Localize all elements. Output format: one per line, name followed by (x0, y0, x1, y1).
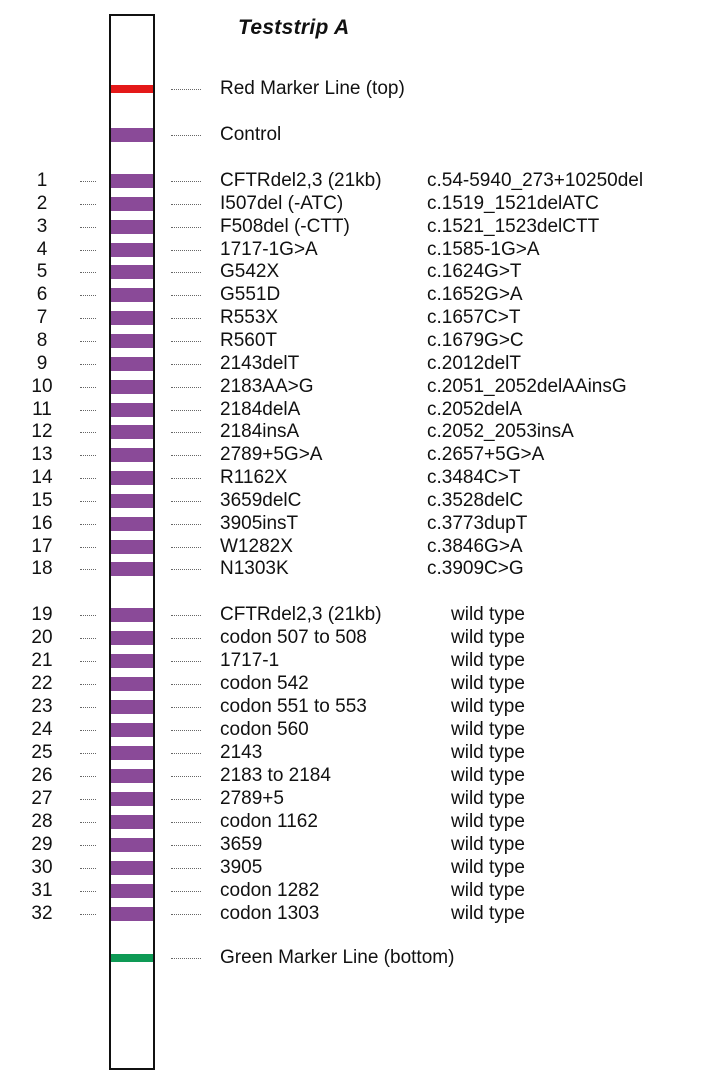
wildtype-region: codon 1303 (220, 903, 320, 924)
zone-left-dots (80, 822, 96, 823)
zone-left-dots (80, 914, 96, 915)
zone-left-dots (80, 730, 96, 731)
zone-number: 23 (31, 696, 53, 717)
mutation-name: I507del (-ATC) (220, 193, 344, 214)
zone-left-dots (80, 615, 96, 616)
zone-band-18 (111, 562, 153, 576)
zone-number: 28 (31, 811, 53, 832)
zone-number: 26 (31, 765, 53, 786)
zone-left-dots (80, 684, 96, 685)
mutation-hgvs: c.2052_2053insA (427, 421, 574, 442)
zone-band-10 (111, 380, 153, 394)
mutation-hgvs: c.1585-1G>A (427, 239, 540, 260)
zone-number: 18 (31, 558, 53, 579)
zone-right-dots (171, 799, 201, 800)
zone-number: 4 (36, 239, 48, 260)
mutation-hgvs: c.2051_2052delAAinsG (427, 376, 627, 397)
zone-left-dots (80, 272, 96, 273)
mutation-name: N1303K (220, 558, 289, 579)
zone-left-dots (80, 455, 96, 456)
green-marker-band (111, 954, 153, 962)
mutation-name: R560T (220, 330, 278, 351)
zone-right-dots (171, 547, 201, 548)
zone-right-dots (171, 776, 201, 777)
red-marker-band (111, 85, 153, 93)
zone-number: 30 (31, 857, 53, 878)
zone-left-dots (80, 364, 96, 365)
zone-right-dots (171, 204, 201, 205)
zone-left-dots (80, 707, 96, 708)
wildtype-status: wild type (451, 834, 525, 855)
zone-left-dots (80, 318, 96, 319)
zone-band-17 (111, 540, 153, 554)
zone-left-dots (80, 638, 96, 639)
zone-right-dots (171, 845, 201, 846)
zone-right-dots (171, 272, 201, 273)
zone-band-1 (111, 174, 153, 188)
zone-number: 27 (31, 788, 53, 809)
zone-number: 6 (36, 284, 48, 305)
control-dots (171, 135, 201, 136)
zone-band-27 (111, 792, 153, 806)
wildtype-status: wild type (451, 903, 525, 924)
wildtype-region: codon 551 to 553 (220, 696, 367, 717)
zone-band-7 (111, 311, 153, 325)
wildtype-status: wild type (451, 742, 525, 763)
wildtype-region: codon 542 (220, 673, 309, 694)
mutation-hgvs: c.3528delC (427, 490, 524, 511)
zone-right-dots (171, 501, 201, 502)
zone-right-dots (171, 615, 201, 616)
mutation-name: G551D (220, 284, 281, 305)
zone-number: 21 (31, 650, 53, 671)
zone-right-dots (171, 181, 201, 182)
zone-left-dots (80, 227, 96, 228)
zone-right-dots (171, 891, 201, 892)
wildtype-status: wild type (451, 857, 525, 878)
wildtype-region: 2183 to 2184 (220, 765, 331, 786)
zone-right-dots (171, 227, 201, 228)
zone-left-dots (80, 341, 96, 342)
mutation-name: G542X (220, 261, 280, 282)
wildtype-region: CFTRdel2,3 (21kb) (220, 604, 382, 625)
zone-band-8 (111, 334, 153, 348)
wildtype-status: wild type (451, 880, 525, 901)
zone-right-dots (171, 707, 201, 708)
zone-number: 32 (31, 903, 53, 924)
zone-band-23 (111, 700, 153, 714)
zone-left-dots (80, 569, 96, 570)
zone-left-dots (80, 547, 96, 548)
zone-band-2 (111, 197, 153, 211)
mutation-hgvs: c.2052delA (427, 399, 523, 420)
zone-band-16 (111, 517, 153, 531)
wildtype-region: 2789+5 (220, 788, 284, 809)
zone-right-dots (171, 661, 201, 662)
zone-band-28 (111, 815, 153, 829)
mutation-name: 2183AA>G (220, 376, 314, 397)
zone-band-21 (111, 654, 153, 668)
wildtype-region: 2143 (220, 742, 263, 763)
zone-number: 1 (36, 170, 48, 191)
zone-left-dots (80, 891, 96, 892)
mutation-name: R553X (220, 307, 279, 328)
red-marker-label: Red Marker Line (top) (220, 78, 405, 99)
control-label: Control (220, 124, 282, 145)
zone-right-dots (171, 364, 201, 365)
zone-band-4 (111, 243, 153, 257)
mutation-name: 3659delC (220, 490, 302, 511)
zone-right-dots (171, 455, 201, 456)
zone-band-24 (111, 723, 153, 737)
mutation-name: 3905insT (220, 513, 299, 534)
mutation-hgvs: c.1679G>C (427, 330, 524, 351)
zone-number: 20 (31, 627, 53, 648)
mutation-hgvs: c.1624G>T (427, 261, 522, 282)
zone-band-25 (111, 746, 153, 760)
zone-right-dots (171, 341, 201, 342)
zone-band-12 (111, 425, 153, 439)
zone-number: 3 (36, 216, 48, 237)
zone-left-dots (80, 524, 96, 525)
zone-right-dots (171, 524, 201, 525)
zone-right-dots (171, 684, 201, 685)
zone-right-dots (171, 730, 201, 731)
mutation-name: R1162X (220, 467, 288, 488)
zone-right-dots (171, 914, 201, 915)
zone-number: 29 (31, 834, 53, 855)
zone-right-dots (171, 318, 201, 319)
zone-left-dots (80, 432, 96, 433)
wildtype-status: wild type (451, 627, 525, 648)
zone-right-dots (171, 638, 201, 639)
zone-number: 5 (36, 261, 48, 282)
zone-left-dots (80, 478, 96, 479)
mutation-hgvs: c.54-5940_273+10250del (427, 170, 644, 191)
mutation-name: CFTRdel2,3 (21kb) (220, 170, 382, 191)
wildtype-status: wild type (451, 696, 525, 717)
zone-band-9 (111, 357, 153, 371)
zone-left-dots (80, 753, 96, 754)
zone-number: 22 (31, 673, 53, 694)
wildtype-status: wild type (451, 719, 525, 740)
mutation-hgvs: c.1657C>T (427, 307, 521, 328)
zone-band-6 (111, 288, 153, 302)
zone-right-dots (171, 250, 201, 251)
zone-band-31 (111, 884, 153, 898)
zone-right-dots (171, 868, 201, 869)
zone-left-dots (80, 204, 96, 205)
zone-band-11 (111, 403, 153, 417)
zone-right-dots (171, 387, 201, 388)
zone-band-20 (111, 631, 153, 645)
zone-band-3 (111, 220, 153, 234)
zone-band-30 (111, 861, 153, 875)
zone-left-dots (80, 776, 96, 777)
zone-band-22 (111, 677, 153, 691)
mutation-hgvs: c.3846G>A (427, 536, 523, 557)
zone-right-dots (171, 753, 201, 754)
zone-number: 15 (31, 490, 53, 511)
zone-number: 17 (31, 536, 53, 557)
zone-number: 13 (31, 444, 53, 465)
wildtype-status: wild type (451, 765, 525, 786)
wildtype-status: wild type (451, 650, 525, 671)
zone-right-dots (171, 478, 201, 479)
mutation-hgvs: c.3484C>T (427, 467, 521, 488)
wildtype-status: wild type (451, 811, 525, 832)
zone-left-dots (80, 410, 96, 411)
zone-number: 7 (36, 307, 48, 328)
zone-number: 2 (36, 193, 48, 214)
mutation-hgvs: c.1652G>A (427, 284, 523, 305)
mutation-hgvs: c.1519_1521delATC (427, 193, 599, 214)
mutation-name: 2184insA (220, 421, 300, 442)
mutation-name: 2789+5G>A (220, 444, 323, 465)
wildtype-region: codon 507 to 508 (220, 627, 367, 648)
wildtype-status: wild type (451, 673, 525, 694)
zone-number: 24 (31, 719, 53, 740)
zone-number: 8 (36, 330, 48, 351)
red-marker-dots (171, 89, 201, 90)
zone-left-dots (80, 501, 96, 502)
zone-left-dots (80, 661, 96, 662)
zone-left-dots (80, 250, 96, 251)
zone-left-dots (80, 181, 96, 182)
mutation-name: F508del (-CTT) (220, 216, 350, 237)
mutation-hgvs: c.3773dupT (427, 513, 528, 534)
zone-number: 16 (31, 513, 53, 534)
zone-right-dots (171, 569, 201, 570)
zone-band-29 (111, 838, 153, 852)
mutation-name: 2184delA (220, 399, 301, 420)
zone-band-26 (111, 769, 153, 783)
zone-band-19 (111, 608, 153, 622)
mutation-name: 1717-1G>A (220, 239, 318, 260)
zone-number: 10 (31, 376, 53, 397)
zone-number: 14 (31, 467, 53, 488)
green-marker-dots (171, 958, 201, 959)
zone-right-dots (171, 295, 201, 296)
zone-number: 9 (36, 353, 48, 374)
mutation-hgvs: c.2657+5G>A (427, 444, 545, 465)
zone-right-dots (171, 410, 201, 411)
zone-left-dots (80, 868, 96, 869)
zone-left-dots (80, 845, 96, 846)
wildtype-status: wild type (451, 788, 525, 809)
mutation-hgvs: c.2012delT (427, 353, 522, 374)
wildtype-region: codon 560 (220, 719, 309, 740)
zone-band-15 (111, 494, 153, 508)
wildtype-region: 3905 (220, 857, 263, 878)
wildtype-region: codon 1282 (220, 880, 320, 901)
zone-band-14 (111, 471, 153, 485)
zone-left-dots (80, 387, 96, 388)
mutation-hgvs: c.1521_1523delCTT (427, 216, 600, 237)
zone-left-dots (80, 799, 96, 800)
control-band (111, 128, 153, 142)
mutation-name: W1282X (220, 536, 293, 557)
zone-band-32 (111, 907, 153, 921)
wildtype-region: 3659 (220, 834, 263, 855)
zone-number: 19 (31, 604, 53, 625)
strip-title: Teststrip A (238, 16, 350, 39)
zone-number: 25 (31, 742, 53, 763)
wildtype-status: wild type (451, 604, 525, 625)
zone-band-5 (111, 265, 153, 279)
wildtype-region: codon 1162 (220, 811, 318, 832)
zone-number: 11 (32, 399, 52, 420)
zone-right-dots (171, 432, 201, 433)
green-marker-label: Green Marker Line (bottom) (220, 947, 455, 968)
mutation-name: 2143delT (220, 353, 300, 374)
zone-band-13 (111, 448, 153, 462)
zone-left-dots (80, 295, 96, 296)
zone-right-dots (171, 822, 201, 823)
zone-number: 12 (31, 421, 53, 442)
mutation-hgvs: c.3909C>G (427, 558, 524, 579)
zone-number: 31 (31, 880, 53, 901)
wildtype-region: 1717-1 (220, 650, 280, 671)
